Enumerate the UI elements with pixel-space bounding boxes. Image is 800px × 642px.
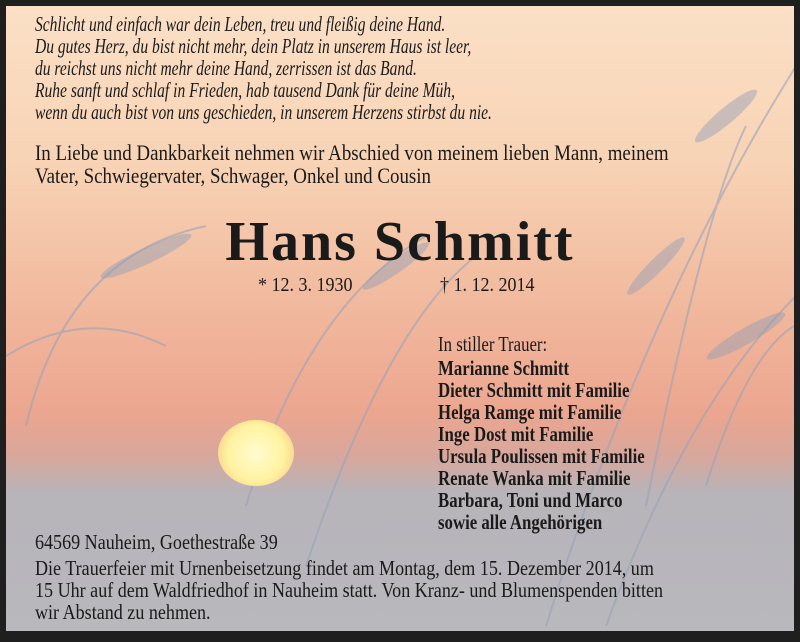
obituary-card [6, 6, 794, 631]
mourner: Dieter Schmitt mit Familie [438, 378, 630, 402]
funeral-info-line: 15 Uhr auf dem Waldfriedhof in Nauheim statt. Von Kranz- und Blumenspenden bitten [35, 578, 664, 602]
intro-line: In Liebe und Dankbarkeit nehmen wir Abschied von meinem lieben Mann, meinem [35, 140, 669, 165]
funeral-info-line: wir Abstand zu nehmen. [35, 600, 211, 624]
poem-line: Schlicht und einfach war dein Leben, treu und fleißig deine Hand. [35, 12, 446, 36]
poem-line: Du gutes Herz, du bist nicht mehr, dein Platz in unserem Haus ist leer, [35, 34, 472, 58]
mourner: Ursula Poulissen mit Familie [438, 444, 645, 468]
sun-image [218, 420, 294, 486]
address: 64569 Nauheim, Goethestraße 39 [35, 530, 278, 554]
poem-line: wenn du auch bist von uns geschieden, in unserem Herzens stirbst du nie. [35, 100, 492, 124]
poem-line: du reichst uns nicht mehr deine Hand, zerrissen ist das Band. [35, 56, 417, 80]
mourner: Marianne Schmitt [438, 356, 570, 380]
mourners-heading: In stiller Trauer: [438, 332, 548, 356]
mourner: Helga Ramge mit Familie [438, 400, 622, 424]
poem-line: Ruhe sanft und schlaf in Frieden, hab tausend Dank für deine Müh, [35, 78, 455, 102]
mourner: Renate Wanka mit Familie [438, 466, 631, 490]
mourner: sowie alle Angehörigen [438, 510, 603, 534]
intro-line: Vater, Schwiegervater, Schwager, Onkel und Cousin [35, 163, 431, 188]
mourner: Barbara, Toni und Marco [438, 488, 623, 512]
death-date: † 1. 12. 2014 [440, 274, 535, 296]
mourner: Inge Dost mit Familie [438, 422, 594, 446]
birth-date: * 12. 3. 1930 [258, 274, 353, 296]
deceased-name: Hans Schmitt [225, 211, 575, 273]
funeral-info-line: Die Trauerfeier mit Urnenbeisetzung findet am Montag, dem 15. Dezember 2014, um [35, 556, 654, 580]
